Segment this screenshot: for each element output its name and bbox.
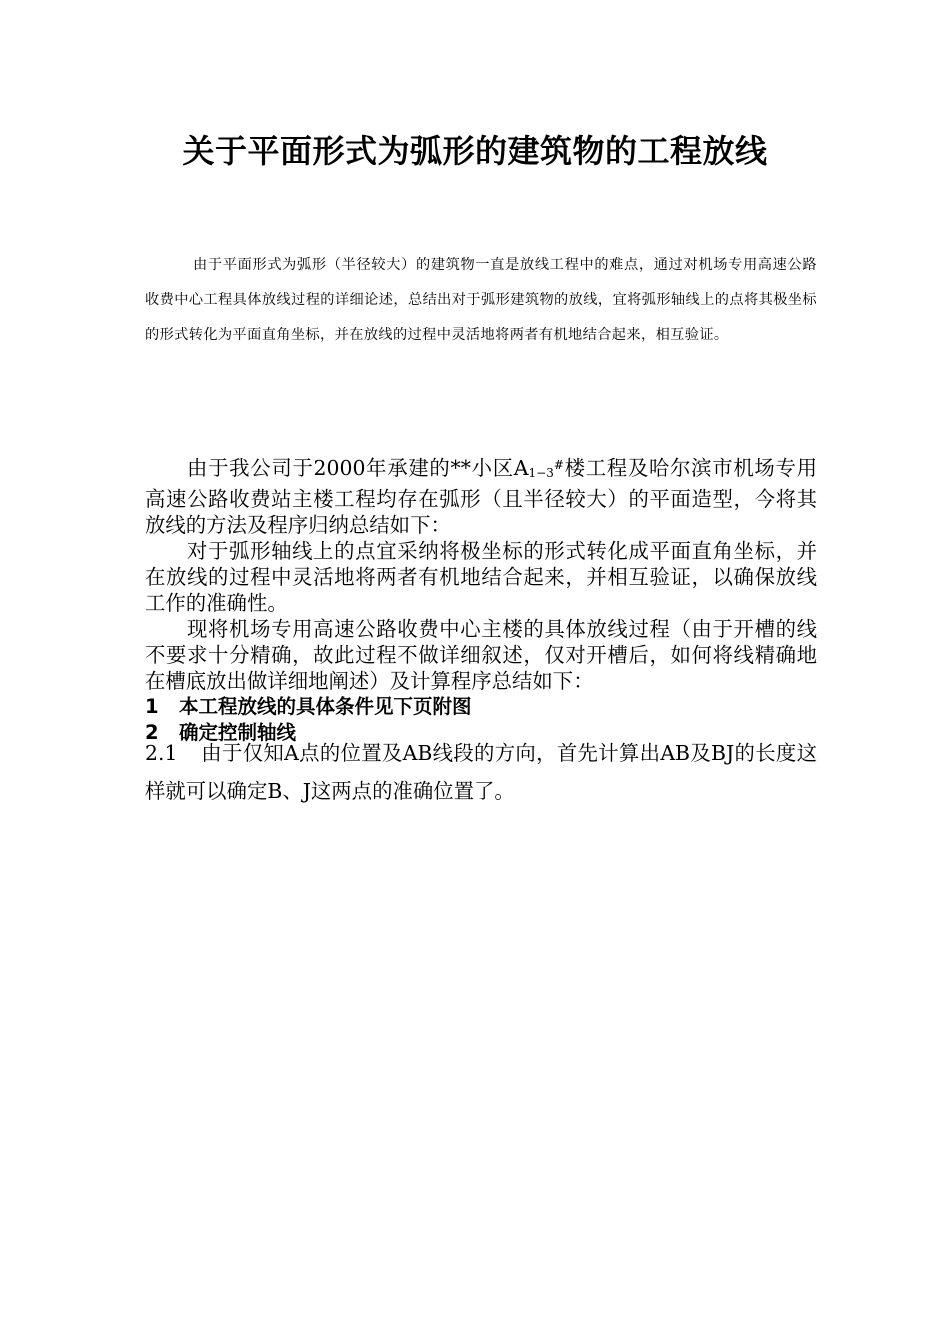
- building-superscript: #: [553, 458, 564, 472]
- subsection-text: 由于仅知A点的位置及AB线段的方向，首先计算出AB及BJ的长度这样就可以确定B、J这两点的准确位置了。: [145, 741, 817, 803]
- building-subscript: 1−3: [528, 466, 554, 480]
- subsection-number: 2.1: [145, 741, 178, 765]
- section-heading-1: [145, 694, 817, 720]
- intro-text-after: 楼工程及哈尔滨市机场专用高速公路收费站主楼工程均存在弧形（且半径较大）的平面造型，今将其放线的方法及程序归纳总结如下：: [145, 456, 818, 537]
- section-heading-text: 确定控制轴线: [179, 721, 297, 744]
- method-paragraph: 对于弧形轴线上的点宜采纳将极坐标的形式转化成平面直角坐标，并在放线的过程中灵活地将两者有机地结合起来，并相互验证，以确保放线工作的准确性。: [145, 539, 817, 615]
- subsection-2-1: [145, 734, 817, 810]
- intro-text-before: 由于我公司于2000年承建的**小区A: [187, 456, 529, 480]
- body-text: [145, 452, 817, 746]
- process-paragraph: 现将机场专用高速公路收费中心主楼的具体放线过程（由于开槽的线不要求十分精确，故此过程不做详细叙述，仅对开槽后，如何将线精确地在槽底放出做详细地阐述）及计算程序总结如下：: [145, 617, 817, 693]
- section-heading-text: 本工程放线的具体条件见下页附图: [179, 695, 472, 718]
- document-title: 关于平面形式为弧形的建筑物的工程放线: [182, 132, 768, 170]
- section-number: 2: [145, 721, 159, 744]
- intro-paragraph: [145, 452, 817, 538]
- section-number: 1: [145, 695, 159, 718]
- abstract-paragraph: 由于平面形式为弧形（半径较大）的建筑物一直是放线工程中的难点，通过对机场专用高速公路收费中心工程具体放线过程的详细论述，总结出对于弧形建筑物的放线，宜将弧形轴线上的点将其极坐标的形式转化为平面直角坐标，并在放线的过程中灵活地将两者有机地结合起来，相互验证。: [145, 257, 817, 343]
